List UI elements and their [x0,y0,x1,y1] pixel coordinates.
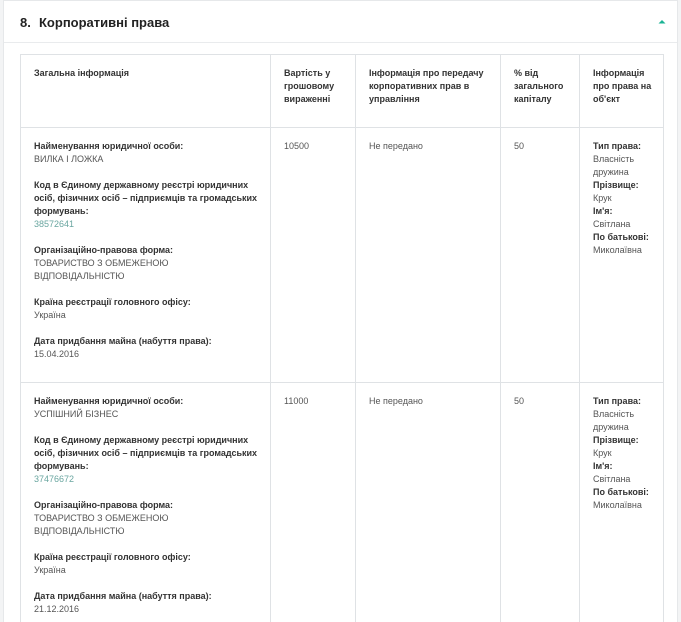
header-percent: % від загального капіталу [501,55,580,128]
section-number: 8. [20,15,31,30]
field-label: Найменування юридичної особи: [34,396,184,406]
field-value: ВИЛКА І ЛОЖКА [34,154,104,164]
legal-form [34,244,260,283]
field-label: Прізвище: [593,180,639,190]
field-label: По батькові: [593,487,649,497]
table-row [21,383,664,622]
percent-cell: 50 [501,128,580,383]
percent-cell: 50 [501,383,580,622]
header-rights-info: Інформація про права на об'єкт [580,55,664,128]
value-cell: 11000 [271,383,356,622]
registration-country [34,551,260,577]
legal-entity-name [34,140,260,166]
registry-code [34,434,260,486]
corporate-rights-table [20,54,664,622]
registry-code [34,179,260,231]
field-value: 21.12.2016 [34,604,80,614]
table-row [21,128,664,383]
registration-country [34,296,260,322]
field-label: Тип права: [593,141,641,151]
acquisition-date [34,590,260,616]
corporate-rights-section [3,0,678,622]
field-label: Дата придбання майна (набуття права): [34,591,212,601]
legal-form [34,499,260,538]
general-info-cell [21,128,271,383]
field-value: Миколаївна [593,500,642,510]
general-info-cell [21,383,271,622]
field-value: ТОВАРИСТВО З ОБМЕЖЕНОЮ ВІДПОВІДАЛЬНІСТЮ [34,258,169,281]
field-label: Код в Єдиному державному реєстрі юридичних осіб, фізичних осіб – підприємців та громадських формувань: [34,180,258,216]
field-label: Організаційно-правова форма: [34,500,173,510]
acquisition-date [34,335,260,361]
field-label: Найменування юридичної особи: [34,141,184,151]
table-header-row [21,55,664,128]
value-cell: 10500 [271,128,356,383]
field-label: Ім'я: [593,461,613,471]
legal-entity-name [34,395,260,421]
transfer-cell: Не передано [356,383,501,622]
rights-info-cell [580,383,664,622]
transfer-cell: Не передано [356,128,501,383]
field-value: Крук [593,448,612,458]
header-transfer-info: Інформація про передачу корпоративних прав в управління [356,55,501,128]
field-value: Світлана [593,219,631,229]
field-value: ТОВАРИСТВО З ОБМЕЖЕНОЮ ВІДПОВІДАЛЬНІСТЮ [34,513,169,536]
field-label: Прізвище: [593,435,639,445]
field-label: Організаційно-правова форма: [34,245,173,255]
field-value: УСПІШНИЙ БІЗНЕС [34,409,119,419]
field-label: Країна реєстрації головного офісу: [34,297,191,307]
field-label: Дата придбання майна (набуття права): [34,336,212,346]
field-label: Код в Єдиному державному реєстрі юридичних осіб, фізичних осіб – підприємців та громадських формувань: [34,435,258,471]
section-title: Корпоративні права [39,15,170,30]
field-value: Україна [34,565,66,575]
field-value: Миколаївна [593,245,642,255]
field-value: 15.04.2016 [34,349,80,359]
field-value: Власність дружина [593,154,635,177]
field-value: Україна [34,310,66,320]
header-value: Вартість у грошовому вираженні [271,55,356,128]
field-value: Світлана [593,474,631,484]
section-header[interactable] [4,1,677,43]
field-label: Країна реєстрації головного офісу: [34,552,191,562]
header-general-info: Загальна інформація [21,55,271,128]
rights-info-cell [580,128,664,383]
field-label: Ім'я: [593,206,613,216]
field-label: По батькові: [593,232,649,242]
field-value: Крук [593,193,612,203]
chevron-up-icon[interactable] [656,16,668,28]
registry-code-link[interactable]: 37476672 [34,474,75,484]
field-label: Тип права: [593,396,641,406]
registry-code-link[interactable]: 38572641 [34,219,75,229]
field-value: Власність дружина [593,409,635,432]
